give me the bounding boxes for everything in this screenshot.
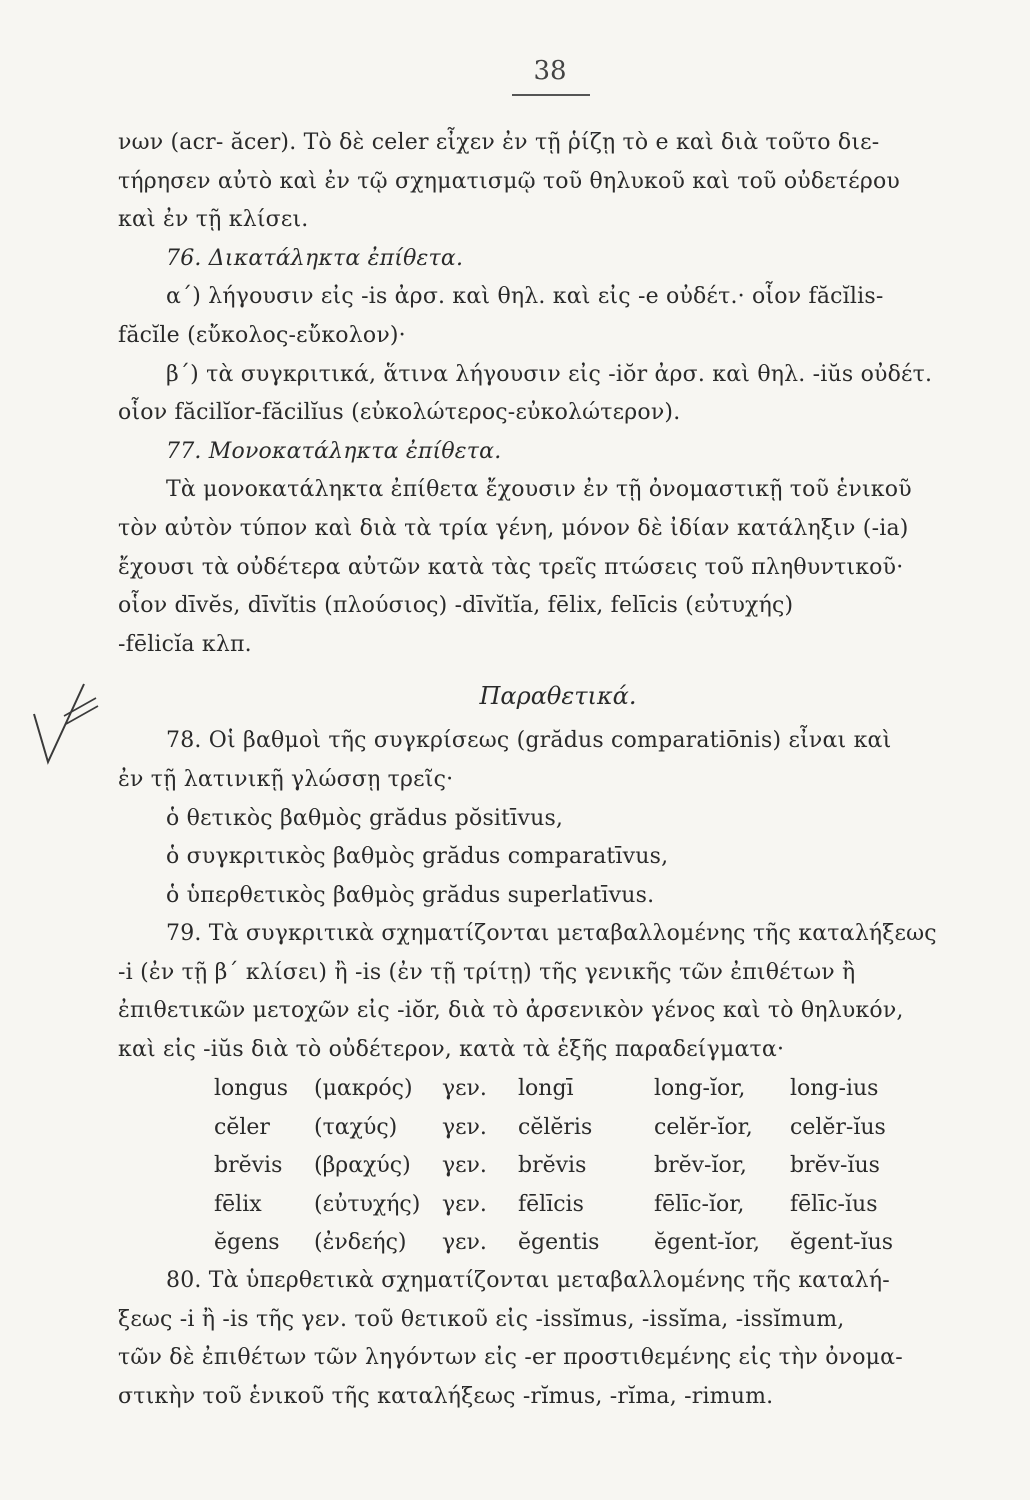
comparative-paradigm-table — [214, 1070, 934, 1263]
page-number-rule — [512, 94, 590, 96]
text-line: στικὴν τοῦ ἑνικοῦ τῆς καταλήξεως -rĭmus, -rĭma, -rimum. — [118, 1383, 774, 1409]
paradigm-greek: (βραχύς) — [314, 1153, 411, 1179]
text-line: ἐπιθετικῶν μετοχῶν εἰς -iŏr, διὰ τὸ ἀρσενικὸν γένος καὶ τὸ θηλυκόν, — [118, 998, 904, 1024]
paradigm-genitive: ĕgentis — [518, 1230, 600, 1256]
text-line: β΄) τὰ συγκριτικά, ἅτινα λήγουσιν εἰς -iŏr ἀρσ. καὶ θηλ. -iŭs οὐδέτ. — [166, 361, 933, 387]
paradigm-comparative-neut: ĕgent-ĭus — [790, 1230, 894, 1256]
handwritten-check-mark — [26, 676, 106, 776]
paradigm-comparative-neut: celĕr-ĭus — [790, 1114, 886, 1140]
text-line: 78. Οἱ βαθμοὶ τῆς συγκρίσεως (grădus comparatiōnis) εἶναι καὶ — [166, 728, 892, 754]
paradigm-latin: fēlix — [214, 1191, 262, 1217]
table-row — [214, 1224, 934, 1263]
paradigm-greek: (εὐτυχής) — [314, 1191, 421, 1217]
paradigm-greek: (ἐνδεής) — [314, 1230, 407, 1256]
text-line: 79. Τὰ συγκριτικὰ σχηματίζονται μεταβαλλομένης τῆς καταλήξεως — [166, 921, 937, 947]
paradigm-abbr: γεν. — [442, 1076, 487, 1101]
page-number: 38 — [533, 56, 567, 86]
paradigm-comparative-masc: brĕv-ĭor, — [654, 1153, 747, 1179]
text-line: Τὰ μονοκατάληκτα ἐπίθετα ἔχουσιν ἐν τῇ ὀνομαστικῇ τοῦ ἑνικοῦ — [166, 477, 912, 503]
section-title-77: 77. Μονοκατάληκτα ἐπίθετα. — [166, 438, 502, 464]
text-line: -i (ἐν τῇ β΄ κλίσει) ἢ -is (ἐν τῇ τρίτῃ) τῆς γενικῆς τῶν ἐπιθέτων ἢ — [118, 959, 856, 985]
text-line: καὶ εἰς -iŭs διὰ τὸ οὐδέτερον, κατὰ τὰ ἑξῆς παραδείγματα· — [118, 1037, 785, 1063]
paradigm-abbr: γεν. — [442, 1114, 487, 1140]
paradigm-abbr: γεν. — [442, 1191, 487, 1217]
paradigm-genitive: brĕvis — [518, 1153, 587, 1179]
text-line: ξεως -i ἢ -is τῆς γεν. τοῦ θετικοῦ εἰς -issĭmus, -issĭma, -issĭmum, — [118, 1306, 845, 1332]
paradigm-comparative-masc: long-ĭor, — [654, 1076, 746, 1101]
paradigm-latin: cĕler — [214, 1114, 270, 1140]
paradigm-comparative-neut: fēlīc-ĭus — [790, 1191, 878, 1217]
paradigm-comparative-neut: long-ius — [790, 1076, 879, 1101]
text-line: τῶν δὲ ἐπιθέτων τῶν ληγόντων εἰς -er προστιθεμένης εἰς τὴν ὀνομα- — [118, 1345, 903, 1371]
paradigm-greek: (μακρός) — [314, 1076, 413, 1101]
paradigm-genitive: cĕlĕris — [518, 1114, 593, 1140]
table-row — [214, 1109, 934, 1148]
paradigm-comparative-neut: brĕv-ĭus — [790, 1153, 880, 1179]
text-line: ὁ συγκριτικὸς βαθμὸς grădus comparatīvus, — [166, 844, 669, 870]
text-line: -fēlicĭa κλπ. — [118, 631, 252, 657]
text-line: οἷον dīvĕs, dīvĭtis (πλούσιος) -dīvĭtĭa, fēlix, felīcis (εὐτυχής) — [118, 593, 794, 619]
text-line: ἔχουσι τὰ οὐδέτερα αὐτῶν κατὰ τὰς τρεῖς πτώσεις τοῦ πληθυντικοῦ· — [118, 554, 904, 580]
paradigm-comparative-masc: celĕr-ĭor, — [654, 1114, 753, 1140]
paradigm-genitive: longī — [518, 1076, 574, 1101]
section-heading: Παραθετικά. — [479, 682, 637, 711]
text-line: α΄) λήγουσιν εἰς -is ἀρσ. καὶ θηλ. καὶ εἰς -e οὐδέτ.· οἷον făcĭlis- — [166, 284, 884, 310]
text-line: ὁ θετικὸς βαθμὸς grădus pŏsitīvus, — [166, 805, 564, 831]
text-line: τήρησεν αὐτὸ καὶ ἐν τῷ σχηματισμῷ τοῦ θηλυκοῦ καὶ τοῦ οὐδετέρου — [118, 168, 900, 194]
paradigm-latin: ĕgens — [214, 1230, 280, 1256]
page-body — [118, 124, 958, 1070]
paradigm-latin: brĕvis — [214, 1153, 283, 1179]
section-title-76: 76. Δικατάληκτα ἐπίθετα. — [166, 245, 464, 271]
text-line: οἷον făcilĭor-făcilĭus (εὐκολώτερος-εὐκολώτερον). — [118, 400, 681, 426]
paradigm-abbr: γεν. — [442, 1230, 487, 1256]
text-line: τὸν αὐτὸν τύπον καὶ διὰ τὰ τρία γένη, μόνον δὲ ἰδίαν κατάληξιν (-ia) — [118, 515, 909, 541]
text-line: νων (acr- ăcer). Τὸ δὲ celer εἶχεν ἐν τῇ ῥίζῃ τὸ e καὶ διὰ τοῦτο διε- — [118, 130, 880, 155]
text-line: 80. Τὰ ὑπερθετικὰ σχηματίζονται μεταβαλλομένης τῆς καταλή- — [166, 1268, 890, 1293]
paradigm-latin: longus — [214, 1076, 288, 1101]
table-row — [214, 1070, 934, 1109]
paradigm-comparative-masc: ĕgent-ĭor, — [654, 1230, 760, 1256]
table-row — [214, 1186, 934, 1225]
paradigm-abbr: γεν. — [442, 1153, 487, 1179]
paradigm-greek: (ταχύς) — [314, 1114, 398, 1140]
text-line: ἐν τῇ λατινικῇ γλώσσῃ τρεῖς· — [118, 766, 454, 792]
paradigm-comparative-masc: fēlīc-ĭor, — [654, 1191, 745, 1217]
page-body-continued — [118, 1262, 958, 1416]
text-line: καὶ ἐν τῇ κλίσει. — [118, 207, 309, 233]
table-row — [214, 1147, 934, 1186]
text-line: făcĭle (εὔκολος-εὔκολον)· — [118, 322, 406, 348]
paradigm-genitive: fēlīcis — [518, 1191, 584, 1217]
text-line: ὁ ὑπερθετικὸς βαθμὸς grădus superlatīvus. — [166, 882, 655, 908]
